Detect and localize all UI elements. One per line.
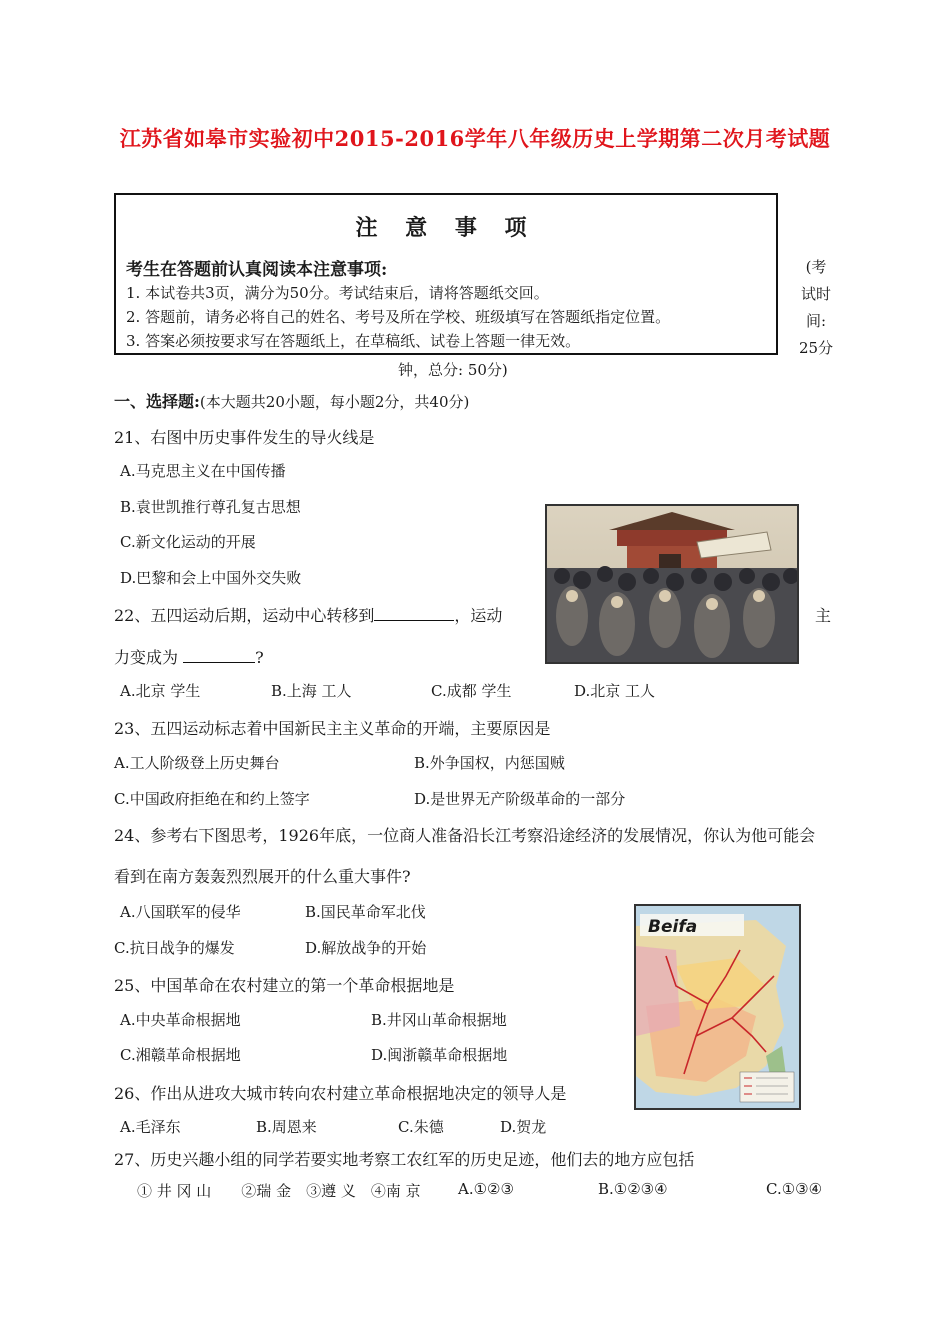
- northern-expedition-map: [634, 904, 801, 1110]
- notice-item: 3. 答案必须按要求写在答题纸上，在草稿纸、试卷上答题一律无效。: [126, 332, 581, 350]
- q22-stem-part: ?: [255, 648, 264, 667]
- option: A.北京 学生: [120, 682, 201, 700]
- map-title: Beifa: [648, 917, 698, 937]
- q22-stem-part: ，运动: [454, 606, 503, 625]
- option: C.中国政府拒绝在和约上签字: [114, 790, 310, 808]
- question-stem: 23、五四运动标志着中国新民主主义革命的开端，主要原因是: [114, 719, 551, 738]
- option: B.袁世凯推行尊孔复古思想: [120, 498, 301, 516]
- option: A.毛泽东: [120, 1118, 181, 1136]
- option: B.国民革命军北伐: [305, 903, 426, 921]
- option: C.成都 学生: [431, 682, 512, 700]
- question-stem-cont: 看到在南方轰轰烈烈展开的什么重大事件?: [114, 867, 411, 886]
- option: A.马克思主义在中国传播: [120, 462, 286, 480]
- question-stem: 27、历史兴趣小组的同学若要实地考察工农红军的历史足迹，他们去的地方应包括: [114, 1150, 695, 1169]
- notice-item: 1. 本试卷共3页，满分为50分。考试结束后，请将答题纸交回。: [126, 284, 549, 302]
- question-stem: [114, 603, 502, 626]
- section-desc: (本大题共20小题，每小题2分，共40分): [199, 393, 470, 411]
- option: C.①③④: [766, 1180, 823, 1198]
- option: C.朱德: [398, 1118, 444, 1136]
- question-stem: 21、右图中历史事件发生的导火线是: [114, 428, 375, 447]
- exam-time-tail: 钟，总分: 50分): [398, 361, 508, 379]
- q22-stem-part: 力变成为: [114, 648, 179, 667]
- exam-time-line: 间:: [805, 312, 827, 330]
- option: D.闽浙赣革命根据地: [371, 1046, 508, 1064]
- exam-time-line: (考: [805, 258, 827, 276]
- notice-item: 2. 答题前，请务必将自己的姓名、考号及所在学校、班级填写在答题纸指定位置。: [126, 308, 671, 326]
- protest-illustration: [547, 506, 797, 662]
- option: B.外争国权，内惩国贼: [414, 754, 565, 772]
- option: A.八国联军的侵华: [120, 903, 241, 921]
- option: A.中央革命根据地: [120, 1011, 241, 1029]
- question-stem: 24、参考右下图思考，1926年底，一位商人准备沿长江考察沿途经济的发展情况，你认为他可能会: [114, 826, 816, 845]
- question-stem: 26、作出从进攻大城市转向农村建立革命根据地决定的领导人是: [114, 1084, 567, 1103]
- section-heading: [114, 389, 469, 412]
- q27-items: ① 井 冈 山 ②瑞 金 ③遵 义 ④南 京: [137, 1182, 421, 1200]
- option: C.湘赣革命根据地: [120, 1046, 241, 1064]
- option: B.周恩来: [256, 1118, 317, 1136]
- option: D.贺龙: [500, 1118, 547, 1136]
- answer-blank: [183, 648, 255, 663]
- option: A.①②③: [458, 1180, 514, 1198]
- option: C.抗日战争的爆发: [114, 939, 235, 957]
- exam-time-line: 试时: [800, 285, 831, 303]
- page-title: 江苏省如皋市实验初中2015-2016学年八年级历史上学期第二次月考试题: [119, 126, 831, 151]
- map-illustration: [636, 906, 799, 1108]
- notice-subheading: 考生在答题前认真阅读本注意事项:: [126, 260, 388, 280]
- option: D.解放战争的开始: [305, 939, 427, 957]
- question-stem-cont: [114, 645, 264, 668]
- exam-time-line: 25分: [798, 339, 834, 357]
- exam-time-side: [786, 254, 846, 362]
- q22-stem-part: 22、五四运动后期，运动中心转移到: [114, 606, 375, 625]
- option: B.上海 工人: [271, 682, 352, 700]
- notice-heading: 注 意 事 项: [355, 215, 537, 241]
- q22-stem-part: 主: [815, 606, 832, 625]
- notice-box: [114, 193, 778, 355]
- option: D.是世界无产阶级革命的一部分: [414, 790, 626, 808]
- may-fourth-painting: [545, 504, 799, 664]
- option: D.北京 工人: [574, 682, 656, 700]
- option: C.新文化运动的开展: [120, 533, 256, 551]
- answer-blank: [374, 606, 454, 621]
- option: B.井冈山革命根据地: [371, 1011, 507, 1029]
- option: A.工人阶级登上历史舞台: [114, 754, 280, 772]
- question-stem: 25、中国革命在农村建立的第一个革命根据地是: [114, 976, 455, 995]
- option: B.①②③④: [598, 1180, 668, 1198]
- option: D.巴黎和会上中国外交失败: [120, 569, 302, 587]
- section-label: 一、选择题:: [114, 392, 200, 411]
